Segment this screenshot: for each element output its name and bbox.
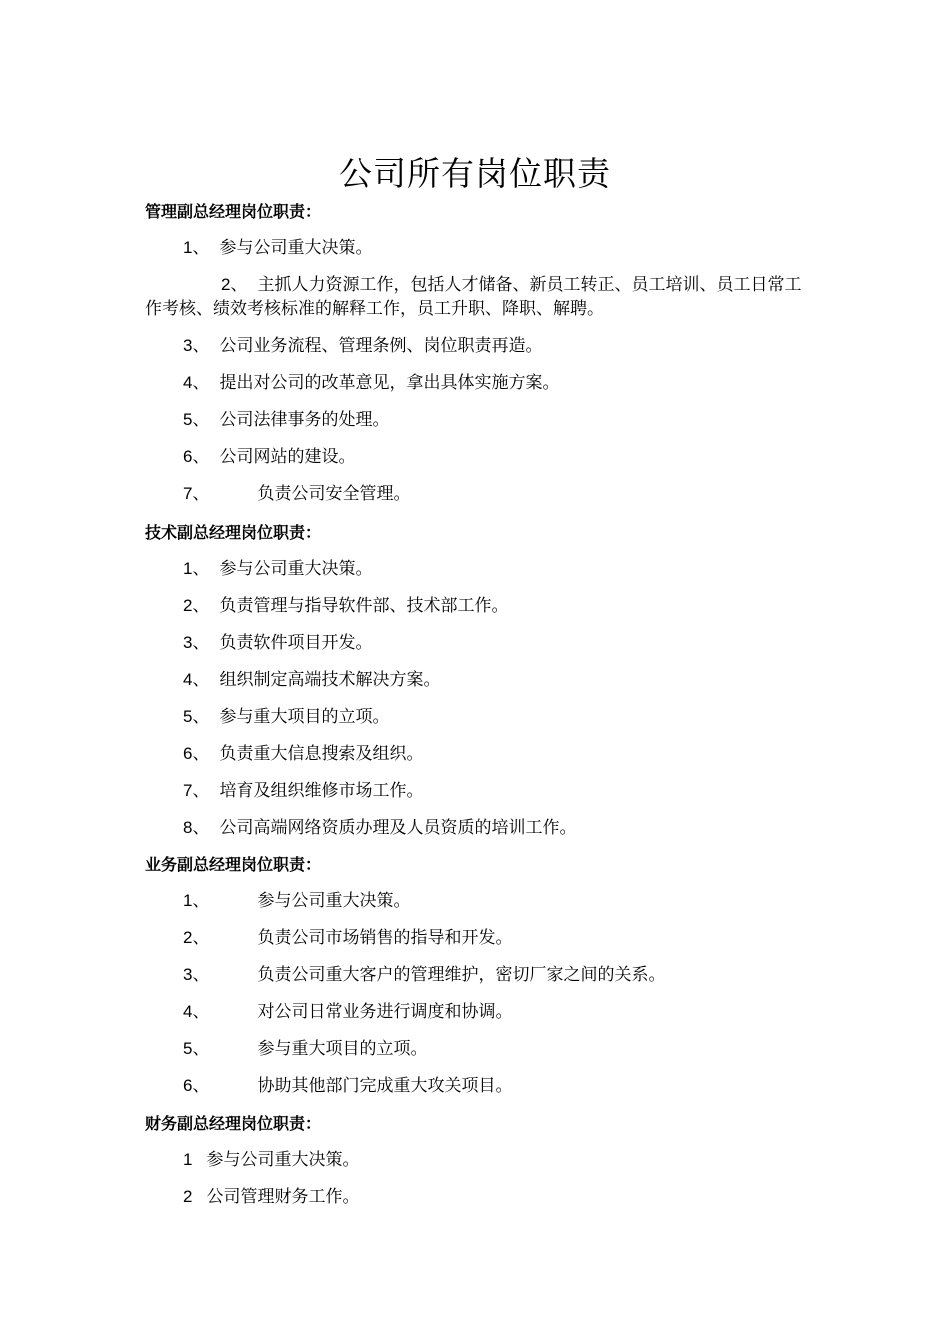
section-management-vp	[145, 201, 810, 506]
list-item	[145, 445, 810, 469]
item-text: 协助其他部门完成重大攻关项目。	[257, 1076, 513, 1096]
item-number: 4	[183, 1002, 193, 1021]
item-text: 参与公司重大决策。	[219, 238, 373, 258]
item-text: 公司高端网络资质办理及人员资质的培训工作。	[219, 818, 577, 838]
item-text: 负责公司市场销售的指导和开发。	[257, 928, 513, 948]
item-text: 负责软件项目开发。	[219, 633, 373, 653]
item-number: 5	[183, 1039, 193, 1058]
item-separator: 、	[192, 447, 210, 467]
item-separator: 、	[192, 891, 210, 911]
section-finance-vp	[145, 1113, 810, 1209]
item-separator: 、	[192, 1076, 210, 1096]
list-item	[145, 334, 810, 358]
item-text: 主抓人力资源工作，包括人才储备、新员工转正、员工培训、员工日常工作考核、绩效考核标准的解释工作，员工升职、降职、解聘。	[145, 275, 802, 319]
item-number: 1	[183, 238, 193, 257]
list-item	[145, 236, 810, 260]
item-separator: 、	[192, 373, 210, 393]
item-separator: 、	[192, 818, 210, 838]
section-business-vp	[145, 854, 810, 1098]
item-number: 1	[183, 559, 193, 578]
item-separator: 、	[192, 1039, 210, 1059]
section-heading: 财务副总经理岗位职责：	[145, 1114, 322, 1133]
item-separator: 、	[192, 781, 210, 801]
list-item	[145, 779, 810, 803]
list-item	[145, 668, 810, 692]
item-number: 2	[221, 275, 231, 294]
section-heading: 业务副总经理岗位职责：	[145, 855, 322, 874]
item-number: 3	[183, 336, 193, 355]
list-item	[145, 926, 810, 950]
item-separator: 、	[192, 484, 210, 504]
item-number: 6	[183, 744, 193, 763]
item-text: 参与公司重大决策。	[206, 1150, 360, 1170]
item-separator: 、	[192, 928, 210, 948]
item-separator: 、	[192, 633, 210, 653]
item-number: 1	[183, 1150, 193, 1169]
item-number: 2	[183, 928, 193, 947]
item-text: 公司网站的建设。	[219, 447, 356, 467]
item-number: 3	[183, 633, 193, 652]
item-text: 负责重大信息搜索及组织。	[219, 744, 424, 764]
item-text: 对公司日常业务进行调度和协调。	[257, 1002, 513, 1022]
list-item	[145, 557, 810, 581]
item-text: 参与重大项目的立项。	[257, 1039, 428, 1059]
item-separator: 、	[192, 559, 210, 579]
list-item	[145, 963, 810, 987]
item-text: 参与公司重大决策。	[257, 891, 411, 911]
list-item	[145, 482, 810, 506]
item-separator: 、	[192, 410, 210, 430]
item-text: 负责管理与指导软件部、技术部工作。	[219, 596, 509, 616]
item-number: 8	[183, 818, 193, 837]
item-number: 5	[183, 707, 193, 726]
section-technical-vp	[145, 522, 810, 840]
item-number: 7	[183, 484, 193, 503]
section-heading: 管理副总经理岗位职责：	[145, 202, 322, 221]
list-item	[145, 408, 810, 432]
item-text: 参与公司重大决策。	[219, 559, 373, 579]
item-separator: 、	[192, 596, 210, 616]
page-title: 公司所有岗位职责	[339, 154, 611, 194]
item-number: 6	[183, 447, 193, 466]
item-separator: 、	[192, 965, 210, 985]
list-item	[145, 1074, 810, 1098]
list-item	[145, 594, 810, 618]
item-text: 提出对公司的改革意见，拿出具体实施方案。	[219, 373, 560, 393]
item-number: 1	[183, 891, 193, 910]
item-text: 公司管理财务工作。	[206, 1187, 360, 1207]
list-item	[145, 1185, 810, 1209]
item-text: 组织制定高端技术解决方案。	[219, 670, 441, 690]
item-separator: 、	[192, 238, 210, 258]
item-number: 6	[183, 1076, 193, 1095]
item-separator: 、	[192, 670, 210, 690]
item-number: 4	[183, 373, 193, 392]
item-number: 7	[183, 781, 193, 800]
item-text: 负责公司安全管理。	[257, 484, 411, 504]
list-item	[145, 816, 810, 840]
section-heading: 技术副总经理岗位职责：	[145, 523, 322, 542]
list-item	[145, 631, 810, 655]
list-item	[145, 1148, 810, 1172]
item-separator: 、	[192, 707, 210, 727]
item-text: 负责公司重大客户的管理维护，密切厂家之间的关系。	[257, 965, 666, 985]
list-item	[145, 371, 810, 395]
item-number: 3	[183, 965, 193, 984]
item-number: 2	[183, 596, 193, 615]
list-item	[145, 1000, 810, 1024]
list-item	[145, 889, 810, 913]
item-separator: 、	[192, 336, 210, 356]
item-separator: 、	[192, 1002, 210, 1022]
item-number: 5	[183, 410, 193, 429]
item-number: 4	[183, 670, 193, 689]
item-text: 公司业务流程、管理条例、岗位职责再造。	[219, 336, 543, 356]
item-number: 2	[183, 1187, 193, 1206]
list-item	[145, 742, 810, 766]
item-separator: 、	[192, 744, 210, 764]
list-item	[145, 705, 810, 729]
item-separator: 、	[230, 275, 248, 295]
item-text: 公司法律事务的处理。	[219, 410, 390, 430]
list-item	[145, 273, 810, 321]
item-text: 培育及组织维修市场工作。	[219, 781, 424, 801]
list-item	[145, 1037, 810, 1061]
item-text: 参与重大项目的立项。	[219, 707, 390, 727]
